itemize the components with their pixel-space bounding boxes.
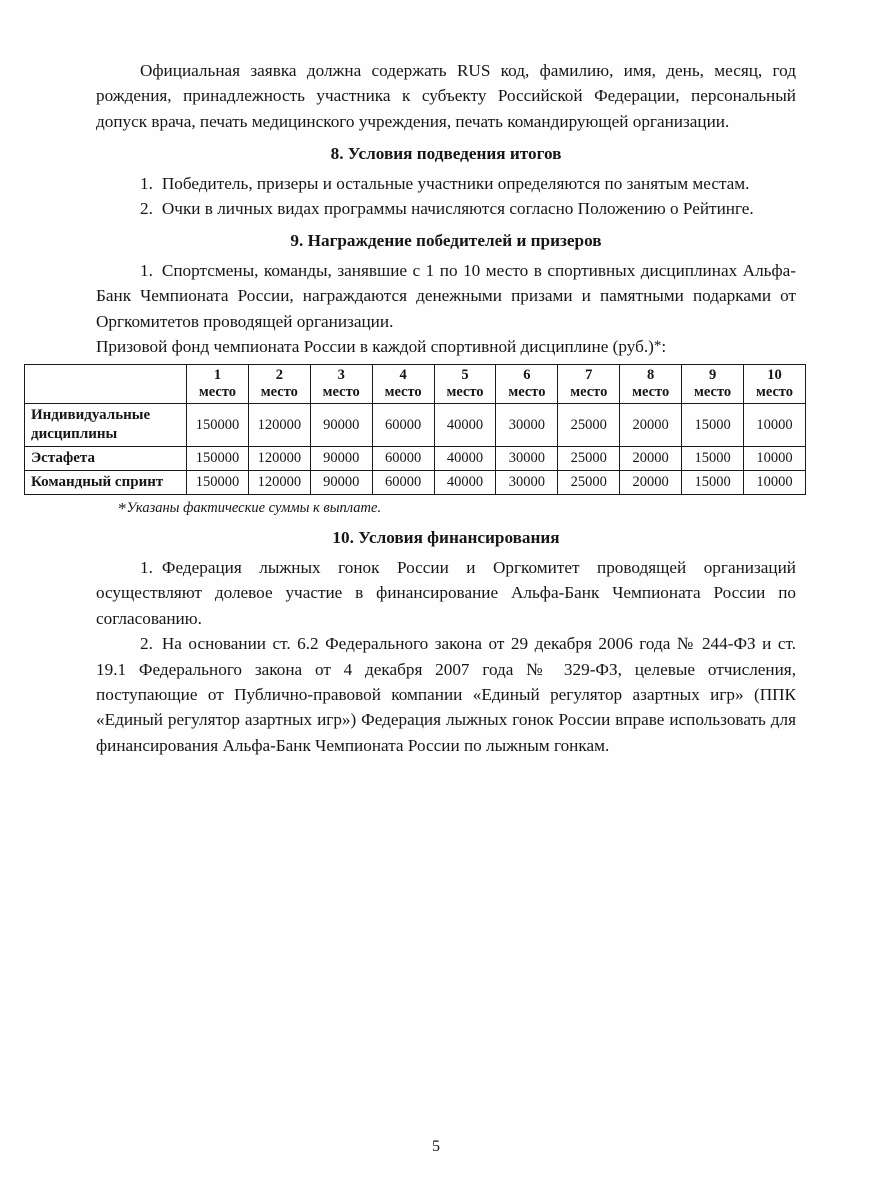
cell-amount: 60000 <box>372 471 434 495</box>
cell-amount: 150000 <box>187 447 249 471</box>
place-number: 3 <box>337 367 345 384</box>
list-number: 1. <box>140 260 153 280</box>
cell-amount: 150000 <box>187 404 249 447</box>
cell-amount: 10000 <box>744 404 806 447</box>
place-header-9 <box>682 365 744 404</box>
place-header-10 <box>744 365 806 404</box>
place-number: 4 <box>399 367 407 384</box>
place-word: место <box>570 384 608 401</box>
place-word: место <box>755 384 794 401</box>
list-text: Федерация лыжных гонок России и Оргкомитет проводящей организаций осуществляют долевое участие в финансирование Альфа-Банк Чемпионата России по согласованию. <box>96 557 796 628</box>
section-10-item-1 <box>96 555 796 631</box>
table-corner-cell <box>25 365 187 404</box>
footnote-text: Указаны фактические суммы к выплате. <box>126 500 382 517</box>
cell-amount: 15000 <box>682 471 744 495</box>
page-content <box>31 58 796 758</box>
place-word: место <box>198 384 236 401</box>
list-text: Победитель, призеры и остальные участники определяются по занятым местам. <box>161 173 750 193</box>
place-number: 5 <box>461 367 469 384</box>
list-number: 2. <box>140 634 153 654</box>
cell-amount: 120000 <box>248 404 310 447</box>
list-number: 1. <box>140 173 153 193</box>
cell-amount: 90000 <box>310 404 372 447</box>
place-number: 8 <box>647 367 655 384</box>
cell-amount: 30000 <box>496 471 558 495</box>
caption-asterisk: * <box>653 338 662 355</box>
cell-amount: 90000 <box>310 471 372 495</box>
place-number: 7 <box>585 367 593 384</box>
section-9-heading: 9. Награждение победителей и призеров <box>290 231 602 251</box>
cell-amount: 20000 <box>620 447 682 471</box>
place-header-1 <box>187 365 249 404</box>
cell-amount: 10000 <box>744 471 806 495</box>
place-header-3 <box>310 365 372 404</box>
place-word: место <box>322 384 360 401</box>
cell-amount: 25000 <box>558 471 620 495</box>
caption-colon: : <box>661 337 667 357</box>
place-word: место <box>508 384 546 401</box>
table-row <box>25 447 806 471</box>
cell-amount: 150000 <box>187 471 249 495</box>
cell-amount: 30000 <box>496 404 558 447</box>
cell-amount: 120000 <box>248 447 310 471</box>
footnote-asterisk: * <box>118 499 127 519</box>
place-number: 10 <box>767 367 782 384</box>
place-word: место <box>446 384 484 401</box>
cell-amount: 20000 <box>620 471 682 495</box>
place-header-5 <box>434 365 496 404</box>
section-8-item-2 <box>96 196 796 221</box>
place-number: 6 <box>523 367 531 384</box>
place-header-4 <box>372 365 434 404</box>
place-header-6 <box>496 365 558 404</box>
cell-amount: 10000 <box>744 447 806 471</box>
cell-amount: 40000 <box>434 447 496 471</box>
cell-amount: 25000 <box>558 404 620 447</box>
cell-amount: 120000 <box>248 471 310 495</box>
table-row <box>25 404 806 447</box>
table-footnote <box>118 499 796 518</box>
place-number: 2 <box>275 367 283 384</box>
cell-amount: 60000 <box>372 404 434 447</box>
list-number: 1. <box>140 557 153 577</box>
section-10-heading: 10. Условия финансирования <box>332 528 560 548</box>
cell-amount: 60000 <box>372 447 434 471</box>
cell-amount: 30000 <box>496 447 558 471</box>
list-number: 2. <box>140 199 153 219</box>
prize-table-caption <box>96 334 796 359</box>
row-label-individual: Индивидуальные дисциплины <box>25 404 187 447</box>
cell-amount: 15000 <box>682 447 744 471</box>
place-header-7 <box>558 365 620 404</box>
section-10-item-2 <box>96 631 796 758</box>
intro-paragraph: Официальная заявка должна содержать RUS код, фамилию, имя, день, месяц, год рождения, принадлежность участника к субъекту Российской Федерации, персональный допуск врача, печать медицинского учреждения, печать командирующей организации. <box>96 61 796 131</box>
table-header-row <box>25 365 806 404</box>
place-header-8 <box>620 365 682 404</box>
place-word: место <box>632 384 670 401</box>
caption-text: Призовой фонд чемпионата России в каждой спортивной дисциплине (руб.) <box>96 337 654 357</box>
row-label-team-sprint: Командный спринт <box>25 471 187 495</box>
cell-amount: 25000 <box>558 447 620 471</box>
page-number: 5 <box>432 1138 440 1155</box>
prize-fund-table <box>24 364 806 495</box>
place-number: 9 <box>708 367 717 384</box>
section-8-heading: 8. Условия подведения итогов <box>330 144 562 164</box>
place-word: место <box>384 384 422 401</box>
cell-amount: 20000 <box>620 404 682 447</box>
place-word: место <box>260 384 298 401</box>
cell-amount: 90000 <box>310 447 372 471</box>
place-header-2 <box>248 365 310 404</box>
cell-amount: 40000 <box>434 471 496 495</box>
row-label-relay: Эстафета <box>25 447 187 471</box>
section-8-item-1 <box>96 171 796 196</box>
cell-amount: 40000 <box>434 404 496 447</box>
list-text: На основании ст. 6.2 Федерального закона от 29 декабря 2006 года № 244-ФЗ и ст. 19.1 Федерального закона от 4 декабря 2007 года № 329-ФЗ, целевые отчисления, поступающие от Публично-правовой компании «Единый регулятор азартных игр» (ППК «Единый регулятор азартных игр») Федерация лыжных гонок России вправе использовать для финансирования Альфа-Банк Чемпионата России по лыжным гонкам. <box>96 634 796 755</box>
list-text: Спортсмены, команды, занявшие с 1 по 10 место в спортивных дисциплинах Альфа-Банк Чемпионата России, награждаются денежными призами и памятными подарками от Оргкомитетов проводящей организации. <box>96 260 796 331</box>
place-word: место <box>694 384 732 401</box>
list-text: Очки в личных видах программы начисляются согласно Положению о Рейтинге. <box>161 199 754 219</box>
cell-amount: 15000 <box>682 404 744 447</box>
place-number: 1 <box>213 367 222 384</box>
section-9-item-1 <box>96 258 796 334</box>
table-row <box>25 471 806 495</box>
